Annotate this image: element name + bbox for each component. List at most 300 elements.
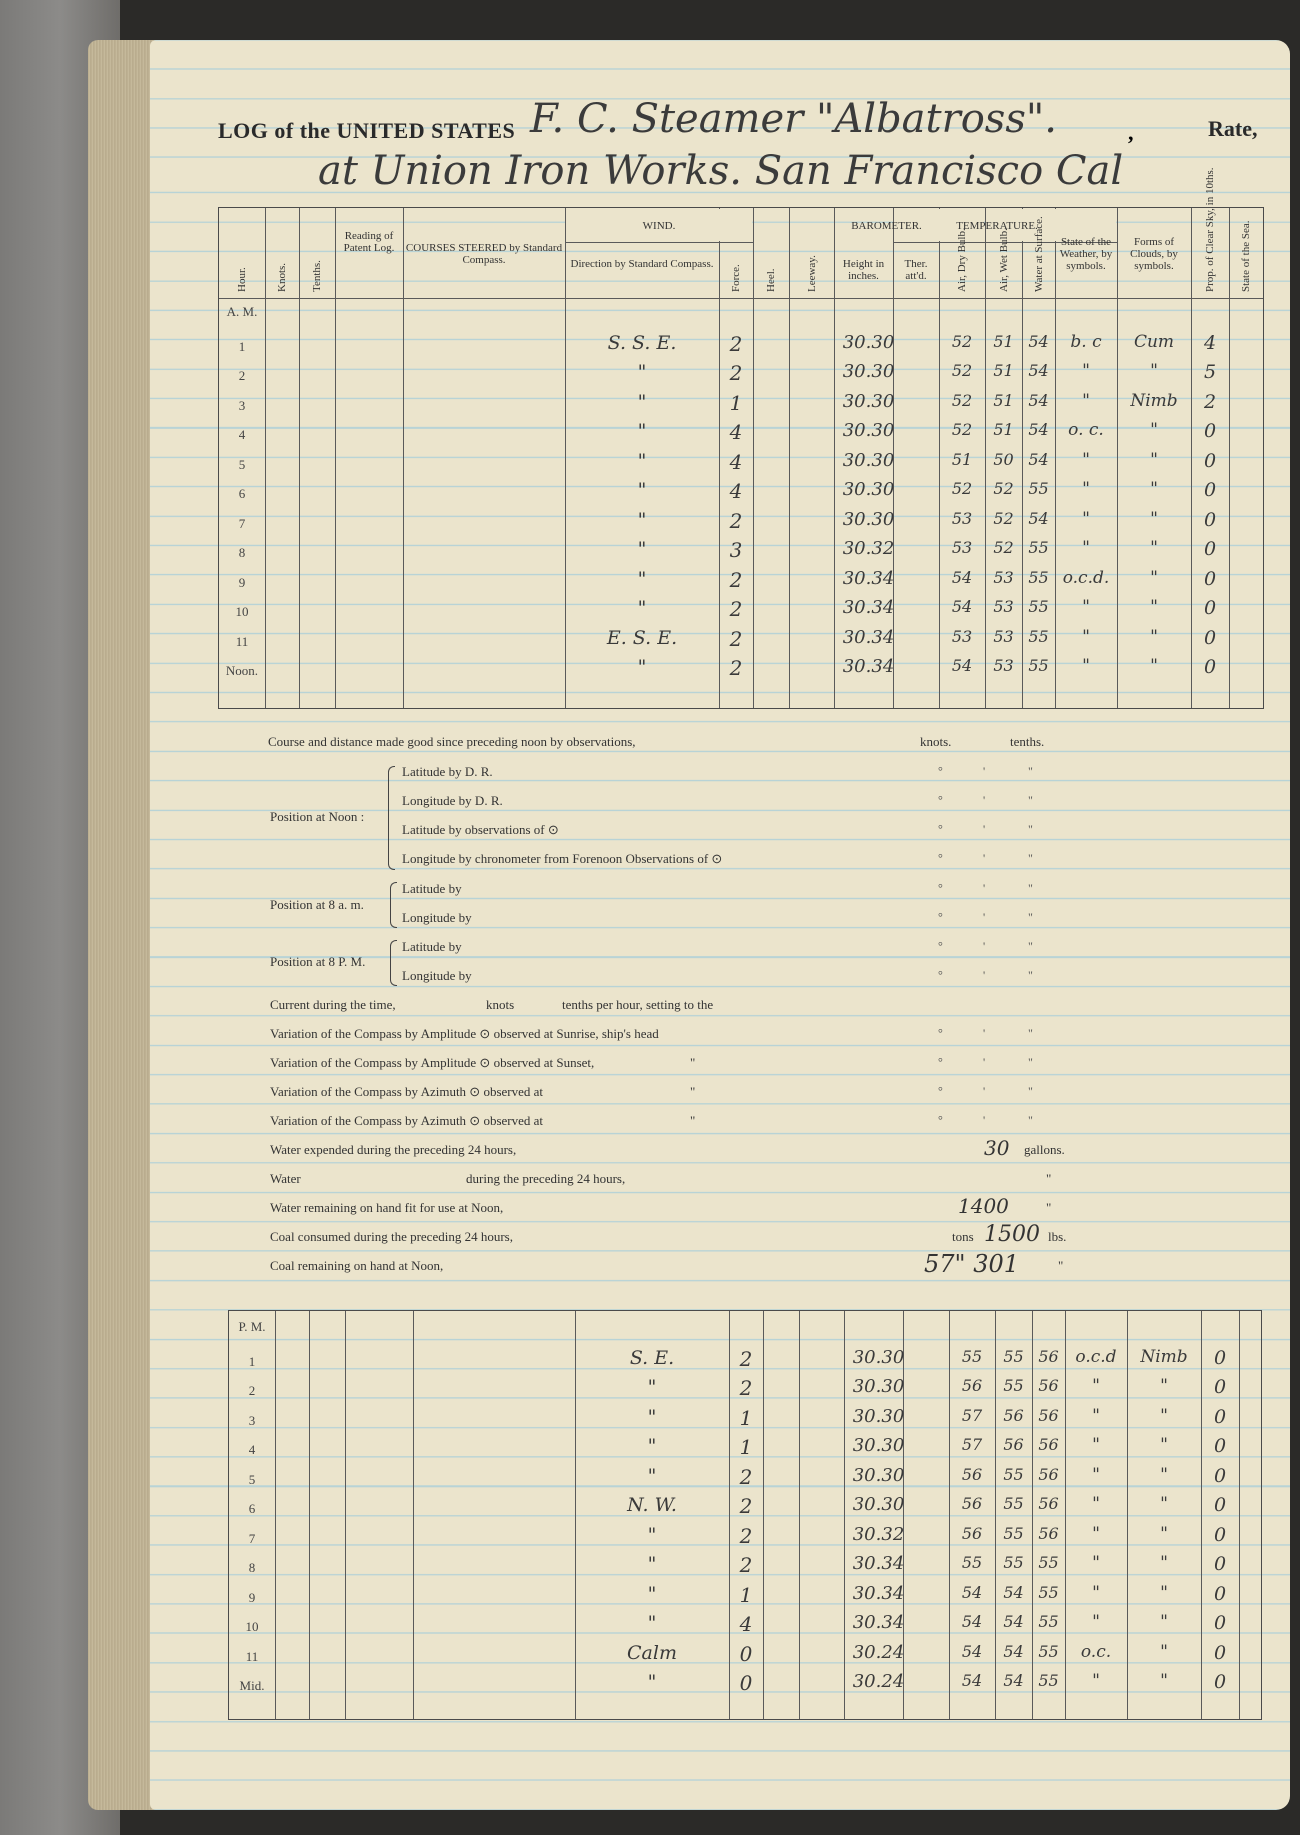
- wind-direction-cell: Calm: [627, 1641, 677, 1664]
- dms-mark: ': [983, 1055, 986, 1069]
- weather-cell: ": [1092, 1435, 1100, 1455]
- dms-mark: °: [938, 939, 943, 953]
- variation-azimuth-line-1: Variation of the Compass by Azimuth ⊙ observed at: [270, 1084, 544, 1099]
- wind-direction-cell: ": [637, 479, 647, 501]
- dry-bulb-cell: 53: [951, 538, 973, 557]
- dry-bulb-cell: 52: [951, 361, 973, 380]
- clouds-cell: ": [1160, 1641, 1168, 1662]
- weather-cell: ": [1092, 1671, 1100, 1691]
- dms-mark: ': [983, 822, 986, 836]
- water-temp-cell: 56: [1038, 1405, 1059, 1425]
- col-courses: COURSES STEERED by Standard Compass.: [405, 242, 563, 266]
- wind-direction-cell: ": [647, 1671, 657, 1693]
- water-line-b: during the preceding 24 hours,: [466, 1171, 626, 1186]
- tons-label: tons: [952, 1229, 974, 1244]
- dry-bulb-cell: 57: [961, 1435, 983, 1454]
- period-label: A. M.: [226, 304, 258, 319]
- wind-direction-cell: ": [637, 656, 647, 678]
- hour-cell: 9: [248, 1589, 256, 1605]
- dms-mark: ': [983, 764, 986, 778]
- clouds-cell: ": [1150, 508, 1158, 529]
- hour-cell: 9: [238, 574, 246, 590]
- clouds-cell: ": [1150, 420, 1158, 440]
- hour-cell: 4: [238, 427, 246, 442]
- wind-direction-cell: ": [647, 1553, 657, 1575]
- dry-bulb-cell: 54: [951, 597, 973, 616]
- wet-bulb-cell: 55: [1003, 1346, 1024, 1366]
- wind-force-cell: 4: [739, 1612, 753, 1636]
- ditto-mark: ": [690, 1055, 696, 1070]
- clear-sky-cell: 0: [1213, 1523, 1227, 1546]
- dry-bulb-cell: 56: [961, 1494, 983, 1513]
- wet-bulb-cell: 51: [993, 420, 1014, 439]
- dry-bulb-cell: 54: [961, 1582, 983, 1602]
- water-remaining-line: Water remaining on hand fit for use at Noon,: [270, 1200, 504, 1215]
- barometer-cell: 30.32: [842, 538, 895, 559]
- col-clear-sky: Prop. of Clear Sky, in 10ths.: [1204, 167, 1216, 292]
- clouds-cell: ": [1150, 597, 1158, 617]
- column-rule: [413, 1311, 414, 1719]
- wind-direction-cell: ": [647, 1435, 657, 1457]
- clouds-cell: ": [1150, 361, 1158, 381]
- weather-cell: ": [1092, 1494, 1100, 1514]
- barometer-cell: 30.34: [852, 1553, 905, 1574]
- coal-remaining-value: 57" 301: [924, 1250, 1020, 1278]
- dms-mark: ": [1028, 822, 1033, 836]
- water-line-a: Water: [270, 1171, 301, 1186]
- water-temp-cell: 55: [1028, 567, 1049, 587]
- col-hour: Hour.: [236, 267, 248, 292]
- col-weather: State of the Weather, by symbols.: [1059, 236, 1113, 272]
- dry-bulb-cell: 52: [951, 420, 973, 439]
- position-8am-label: Position at 8 a. m.: [270, 897, 364, 912]
- wind-force-cell: 1: [739, 1435, 753, 1459]
- water-temp-cell: 55: [1028, 538, 1049, 557]
- col-heel: Heel.: [765, 268, 777, 292]
- water-temp-cell: 56: [1038, 1464, 1059, 1484]
- barometer-cell: 30.30: [842, 508, 895, 530]
- column-rule: [799, 1311, 800, 1719]
- lon-chron-line: Longitude by chronometer from Forenoon Observations of ⊙: [402, 851, 723, 866]
- clear-sky-cell: 2: [1203, 390, 1217, 413]
- clouds-cell: ": [1160, 1553, 1168, 1573]
- dms-mark: ": [1028, 1084, 1033, 1098]
- column-rule: [763, 1311, 764, 1719]
- clear-sky-cell: 0: [1203, 567, 1217, 590]
- barometer-cell: 30.30: [842, 479, 895, 500]
- barometer-cell: 30.30: [842, 420, 895, 441]
- barometer-cell: 30.30: [852, 1376, 905, 1397]
- clouds-cell: Cum: [1133, 331, 1175, 352]
- barometer-cell: 30.30: [852, 1464, 905, 1486]
- clouds-cell: ": [1150, 567, 1158, 588]
- wind-force-cell: 2: [739, 1523, 753, 1548]
- wind-direction-cell: ": [637, 420, 647, 442]
- wind-force-cell: 2: [729, 597, 743, 621]
- col-height: Height in inches.: [842, 258, 885, 282]
- water-temp-cell: 55: [1038, 1671, 1059, 1690]
- wind-force-cell: 1: [729, 390, 743, 415]
- ditto-mark: ": [1046, 1171, 1052, 1186]
- weather-cell: ": [1082, 597, 1090, 617]
- current-knots: knots: [486, 997, 515, 1012]
- gallons-label: gallons.: [1024, 1142, 1065, 1157]
- wet-bulb-cell: 50: [993, 449, 1014, 469]
- hour-cell: 7: [238, 515, 246, 531]
- lon-8pm-line: Longitude by: [402, 968, 472, 983]
- clear-sky-cell: 0: [1213, 1405, 1227, 1428]
- wet-bulb-cell: 55: [1003, 1494, 1024, 1513]
- wet-bulb-cell: 55: [1003, 1376, 1024, 1395]
- weather-cell: ": [1082, 508, 1090, 529]
- wind-force-cell: 2: [729, 331, 743, 356]
- dms-mark: ': [983, 851, 986, 865]
- dms-mark: °: [938, 793, 943, 807]
- wet-bulb-cell: 55: [1003, 1553, 1024, 1572]
- clear-sky-cell: 0: [1203, 479, 1217, 501]
- water-temp-cell: 55: [1038, 1553, 1059, 1572]
- knots-label: knots.: [920, 734, 952, 749]
- clouds-cell: ": [1150, 626, 1158, 647]
- dry-bulb-cell: 52: [951, 331, 973, 351]
- barometer-cell: 30.34: [852, 1582, 905, 1604]
- clear-sky-cell: 0: [1203, 420, 1217, 442]
- dry-bulb-cell: 57: [961, 1405, 983, 1425]
- clouds-cell: ": [1150, 479, 1158, 499]
- water-temp-cell: 55: [1038, 1641, 1059, 1661]
- dms-mark: ': [983, 881, 986, 895]
- column-rule: [309, 1311, 310, 1719]
- vessel-location: at Union Iron Works. San Francisco Cal: [318, 148, 1124, 194]
- wet-bulb-cell: 51: [993, 331, 1014, 351]
- weather-cell: ": [1092, 1612, 1100, 1632]
- clear-sky-cell: 0: [1213, 1346, 1227, 1369]
- weather-cell: ": [1082, 538, 1090, 558]
- col-knots: Knots.: [276, 262, 288, 292]
- ditto-mark: ": [690, 1113, 696, 1128]
- water-temp-cell: 56: [1038, 1346, 1059, 1366]
- wind-direction-cell: S. S. E.: [607, 331, 677, 354]
- dms-mark: ": [1028, 851, 1033, 865]
- dms-mark: ": [1028, 1026, 1033, 1040]
- wind-force-cell: 4: [729, 420, 743, 444]
- clouds-cell: ": [1160, 1523, 1168, 1544]
- clear-sky-cell: 5: [1203, 361, 1217, 383]
- weather-cell: ": [1082, 479, 1090, 499]
- water-temp-cell: 56: [1038, 1523, 1059, 1543]
- lon-dr-line: Longitude by D. R.: [402, 793, 503, 808]
- wind-direction-cell: N. W.: [627, 1494, 677, 1516]
- column-rule: [275, 1311, 276, 1719]
- col-wind-direction: Direction by Standard Compass.: [570, 258, 714, 270]
- brace: [390, 940, 397, 986]
- weather-cell: ": [1092, 1523, 1100, 1544]
- group-rule: [893, 242, 985, 243]
- hour-cell: 1: [248, 1353, 256, 1369]
- water-temp-cell: 54: [1028, 449, 1049, 469]
- weather-cell: ": [1082, 449, 1090, 470]
- lat-8am-line: Latitude by: [402, 881, 462, 896]
- weather-cell: o.c.: [1080, 1641, 1112, 1662]
- dry-bulb-cell: 53: [951, 508, 973, 528]
- water-remaining-value: 1400: [958, 1194, 1009, 1218]
- wet-bulb-cell: 53: [993, 626, 1014, 646]
- dms-mark: ": [1028, 968, 1033, 982]
- col-barometer: BAROMETER.: [851, 220, 922, 232]
- variation-azimuth-line-2: Variation of the Compass by Azimuth ⊙ observed at: [270, 1113, 544, 1128]
- hour-cell: 11: [245, 1648, 259, 1664]
- clear-sky-cell: 0: [1203, 597, 1217, 619]
- wind-force-cell: 2: [739, 1346, 753, 1371]
- dry-bulb-cell: 52: [951, 479, 973, 498]
- current-line: Current during the time,: [270, 997, 396, 1012]
- hour-cell: 7: [248, 1530, 256, 1546]
- wet-bulb-cell: 56: [1003, 1405, 1024, 1425]
- column-rule: [1229, 208, 1230, 708]
- clear-sky-cell: 0: [1213, 1494, 1227, 1516]
- water-temp-cell: 54: [1028, 508, 1049, 528]
- barometer-cell: 30.30: [842, 449, 895, 471]
- wet-bulb-cell: 55: [1003, 1523, 1024, 1543]
- hour-cell: 11: [235, 633, 249, 649]
- clear-sky-cell: 0: [1203, 449, 1217, 472]
- position-8pm-label: Position at 8 P. M.: [270, 954, 366, 969]
- col-leeway: Leeway.: [805, 255, 818, 292]
- wind-force-cell: 3: [729, 538, 743, 562]
- wind-direction-cell: S. E.: [629, 1346, 675, 1369]
- clear-sky-cell: 0: [1213, 1376, 1227, 1398]
- dms-mark: ": [1028, 910, 1033, 924]
- weather-cell: ": [1092, 1553, 1100, 1573]
- wind-force-cell: 2: [729, 656, 743, 680]
- hour-cell: 6: [238, 486, 246, 501]
- weather-cell: ": [1092, 1405, 1100, 1426]
- hour-cell: 1: [238, 338, 246, 354]
- wind-force-cell: 1: [739, 1405, 753, 1430]
- col-force: Force.: [730, 264, 742, 292]
- lat-dr-line: Latitude by D. R.: [402, 764, 493, 779]
- header-comma: ,: [1128, 120, 1134, 145]
- dms-mark: °: [938, 764, 943, 778]
- clouds-cell: ": [1160, 1612, 1168, 1632]
- current-tenths: tenths per hour, setting to the: [562, 997, 714, 1012]
- dms-mark: ': [983, 1084, 986, 1098]
- hour-cell: 2: [248, 1383, 256, 1398]
- wind-direction-cell: ": [647, 1612, 657, 1634]
- col-patent-log: Reading of Patent Log.: [343, 230, 395, 254]
- barometer-cell: 30.30: [842, 331, 895, 353]
- weather-cell: ": [1092, 1376, 1100, 1396]
- wet-bulb-cell: 56: [1003, 1435, 1024, 1454]
- clouds-cell: ": [1160, 1376, 1168, 1396]
- dry-bulb-cell: 54: [951, 656, 973, 675]
- wet-bulb-cell: 53: [993, 656, 1014, 675]
- ditto-mark: ": [690, 1084, 696, 1099]
- course-distance-line: Course and distance made good since preceding noon by observations,: [268, 734, 636, 749]
- wind-direction-cell: ": [647, 1464, 657, 1487]
- wind-direction-cell: ": [647, 1523, 657, 1546]
- wind-force-cell: 2: [729, 361, 743, 385]
- clear-sky-cell: 4: [1203, 331, 1217, 354]
- clouds-cell: Nimb: [1130, 390, 1178, 411]
- hour-cell: 8: [248, 1560, 256, 1575]
- clear-sky-cell: 0: [1213, 1464, 1227, 1487]
- barometer-cell: 30.30: [842, 390, 895, 412]
- wind-direction-cell: ": [637, 538, 647, 560]
- clouds-cell: ": [1150, 538, 1158, 558]
- hour-cell: 8: [238, 545, 246, 560]
- dry-bulb-cell: 55: [961, 1346, 983, 1366]
- dms-mark: ': [983, 968, 986, 982]
- coal-consumed-line: Coal consumed during the preceding 24 hours,: [270, 1229, 513, 1244]
- dry-bulb-cell: 56: [961, 1376, 983, 1395]
- wind-direction-cell: E. S. E.: [606, 626, 678, 649]
- weather-cell: o.c.d.: [1062, 567, 1110, 588]
- pm-log-table: [228, 1310, 1262, 1720]
- col-clouds: Forms of Clouds, by symbols.: [1130, 236, 1178, 272]
- column-rule: [265, 208, 266, 708]
- dry-bulb-cell: 55: [961, 1553, 983, 1572]
- wet-bulb-cell: 54: [1003, 1671, 1024, 1690]
- col-dry-bulb: Air, Dry Bulb.: [956, 228, 968, 292]
- col-ther: Ther. att'd.: [904, 258, 928, 282]
- position-noon-label: Position at Noon :: [270, 809, 365, 824]
- barometer-cell: 30.32: [852, 1523, 905, 1545]
- dms-mark: ": [1028, 881, 1033, 895]
- wind-force-cell: 4: [729, 449, 743, 474]
- brace: [390, 882, 397, 928]
- dry-bulb-cell: 54: [961, 1612, 983, 1631]
- water-temp-cell: 55: [1028, 626, 1049, 646]
- clear-sky-cell: 0: [1213, 1435, 1227, 1457]
- hour-cell: 2: [238, 368, 246, 383]
- wind-force-cell: 4: [729, 479, 743, 503]
- hour-cell: 5: [248, 1471, 256, 1487]
- wet-bulb-cell: 52: [993, 479, 1014, 498]
- wind-direction-cell: ": [637, 597, 647, 619]
- wet-bulb-cell: 54: [1003, 1641, 1024, 1661]
- lon-8am-line: Longitude by: [402, 910, 472, 925]
- wind-direction-cell: ": [647, 1582, 657, 1605]
- dms-mark: ": [1028, 764, 1033, 778]
- hour-cell: 10: [235, 604, 249, 619]
- hour-cell: 6: [248, 1501, 256, 1516]
- column-rule: [403, 208, 404, 708]
- wind-direction-cell: ": [637, 567, 647, 590]
- water-temp-cell: 55: [1028, 656, 1049, 675]
- weather-cell: ": [1082, 626, 1090, 647]
- rate-label: Rate,: [1208, 116, 1258, 141]
- wind-direction-cell: ": [647, 1376, 657, 1398]
- clouds-cell: ": [1160, 1494, 1168, 1514]
- dms-mark: ": [1028, 939, 1033, 953]
- column-rule: [335, 208, 336, 708]
- water-temp-cell: 56: [1038, 1494, 1059, 1513]
- log-label: LOG of the UNITED STATES: [218, 118, 516, 143]
- dms-mark: ": [1028, 793, 1033, 807]
- brace: [388, 766, 395, 870]
- hour-cell: Noon.: [225, 663, 259, 678]
- dms-mark: ": [1028, 1055, 1033, 1069]
- dms-mark: ': [983, 1113, 986, 1127]
- dms-mark: ': [983, 1026, 986, 1040]
- weather-cell: ": [1082, 656, 1090, 676]
- wind-direction-cell: ": [647, 1405, 657, 1428]
- clear-sky-cell: 0: [1213, 1641, 1227, 1664]
- barometer-cell: 30.34: [852, 1612, 905, 1633]
- col-water-surface: Water at Surface.: [1032, 216, 1045, 292]
- water-expended-line: Water expended during the preceding 24 hours,: [270, 1142, 517, 1157]
- dms-mark: °: [938, 1026, 943, 1040]
- page-header: [218, 90, 1268, 200]
- coal-consumed-value: 1500: [984, 1222, 1040, 1247]
- col-temperature: TEMPERATURE.: [956, 220, 1038, 232]
- dms-mark: °: [938, 851, 943, 865]
- ditto-mark: ": [1046, 1200, 1052, 1215]
- dry-bulb-cell: 54: [951, 567, 973, 587]
- clouds-cell: ": [1160, 1464, 1168, 1485]
- wet-bulb-cell: 53: [993, 597, 1014, 616]
- water-temp-cell: 55: [1038, 1612, 1059, 1631]
- water-temp-cell: 54: [1028, 420, 1049, 439]
- column-rule: [345, 1311, 346, 1719]
- water-temp-cell: 54: [1028, 361, 1049, 380]
- column-rule: [299, 208, 300, 708]
- wet-bulb-cell: 53: [993, 567, 1014, 587]
- water-temp-cell: 54: [1028, 390, 1049, 410]
- variation-sunrise-line: Variation of the Compass by Amplitude ⊙ observed at Sunrise, ship's head: [270, 1026, 659, 1041]
- hour-cell: 3: [238, 397, 246, 413]
- wind-force-cell: 2: [739, 1376, 753, 1400]
- hour-cell: 4: [248, 1442, 256, 1457]
- wind-force-cell: 2: [739, 1553, 753, 1577]
- barometer-cell: 30.34: [842, 597, 895, 618]
- dry-bulb-cell: 51: [951, 449, 973, 469]
- weather-cell: o. c.: [1068, 420, 1104, 440]
- wind-direction-cell: ": [637, 449, 647, 472]
- dms-mark: ': [983, 939, 986, 953]
- dry-bulb-cell: 54: [961, 1671, 983, 1690]
- barometer-cell: 30.30: [852, 1405, 905, 1427]
- barometer-cell: 30.30: [852, 1346, 905, 1368]
- barometer-cell: 30.24: [852, 1671, 905, 1692]
- wind-force-cell: 0: [739, 1641, 753, 1666]
- group-rule: [565, 242, 753, 243]
- wind-force-cell: 0: [739, 1671, 753, 1695]
- clear-sky-cell: 0: [1203, 508, 1217, 531]
- lat-8pm-line: Latitude by: [402, 939, 462, 954]
- lbs-label: lbs.: [1048, 1229, 1067, 1244]
- barometer-cell: 30.30: [852, 1435, 905, 1456]
- wind-direction-cell: ": [637, 508, 647, 531]
- wet-bulb-cell: 55: [1003, 1464, 1024, 1484]
- wind-direction-cell: ": [637, 390, 647, 413]
- wind-force-cell: 2: [729, 567, 743, 592]
- wet-bulb-cell: 52: [993, 538, 1014, 557]
- weather-cell: ": [1082, 390, 1090, 411]
- dms-mark: °: [938, 910, 943, 924]
- clear-sky-cell: 0: [1203, 626, 1217, 649]
- weather-cell: ": [1092, 1464, 1100, 1485]
- barometer-cell: 30.34: [842, 626, 895, 648]
- water-temp-cell: 56: [1038, 1435, 1059, 1454]
- dms-mark: °: [938, 1084, 943, 1098]
- clear-sky-cell: 0: [1213, 1612, 1227, 1634]
- col-wind: WIND.: [642, 220, 676, 232]
- dms-mark: °: [938, 822, 943, 836]
- column-rule: [789, 208, 790, 708]
- water-expended-value: 30: [984, 1136, 1010, 1160]
